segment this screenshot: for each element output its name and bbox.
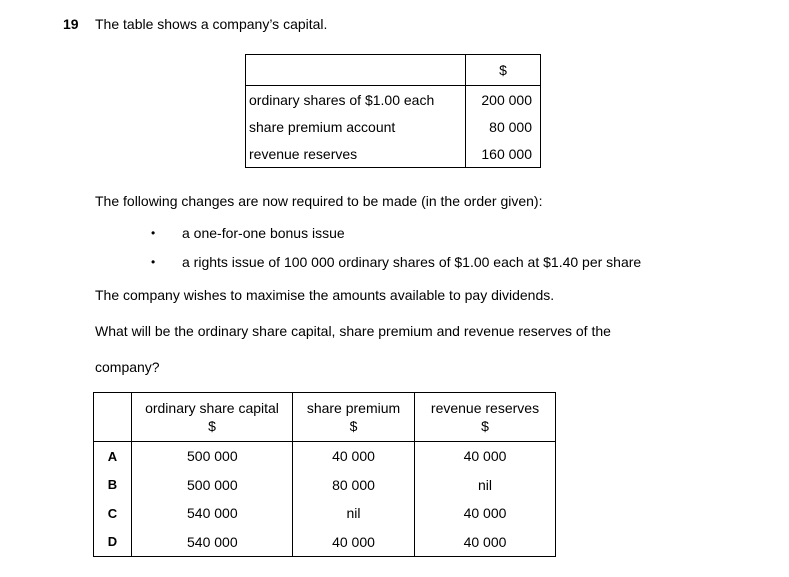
option-letter: A (94, 442, 132, 471)
header-share-premium (293, 393, 415, 442)
answer-option-c[interactable] (94, 499, 556, 528)
table-row (246, 86, 541, 114)
option-letter: D (94, 528, 132, 557)
answer-letter-header (94, 393, 132, 442)
option-letter: B (94, 471, 132, 500)
capital-row-label: revenue reserves (246, 140, 466, 168)
answer-header-row (94, 393, 556, 442)
header-name: ordinary share capital (145, 400, 279, 416)
capital-table-currency-header: $ (466, 55, 541, 86)
option-letter: C (94, 499, 132, 528)
option-share-premium: 40 000 (293, 442, 415, 471)
header-unit: $ (481, 418, 489, 434)
statement: The company wishes to maximise the amounts available to pay dividends. (95, 287, 555, 303)
prompt-line: What will be the ordinary share capital, share premium and revenue reserves of the (95, 323, 611, 339)
option-revenue-reserves: 40 000 (415, 528, 556, 557)
question-stem: The table shows a company’s capital. (95, 16, 328, 32)
option-share-premium: 40 000 (293, 528, 415, 557)
bullet-item: a one-for-one bonus issue (182, 225, 345, 241)
answer-option-a[interactable] (94, 442, 556, 471)
question-number: 19 (63, 16, 79, 32)
header-name: revenue reserves (430, 400, 540, 416)
bullet-symbol: • (151, 226, 156, 240)
table-row (246, 113, 541, 140)
capital-row-value: 160 000 (466, 140, 541, 168)
option-share-premium: nil (293, 499, 415, 528)
header-ordinary-share-capital (132, 393, 293, 442)
answer-options-table (93, 392, 556, 557)
capital-row-value: 200 000 (466, 86, 541, 114)
header-name: share premium (306, 400, 401, 416)
option-revenue-reserves: 40 000 (415, 499, 556, 528)
answer-option-b[interactable] (94, 471, 556, 500)
bullet-item: a rights issue of 100 000 ordinary shares of $1.00 each at $1.40 per share (182, 254, 642, 270)
option-revenue-reserves: nil (415, 471, 556, 500)
capital-row-label: ordinary shares of $1.00 each (246, 86, 466, 114)
option-share-premium: 80 000 (293, 471, 415, 500)
capital-table (245, 54, 541, 168)
header-unit: $ (349, 418, 358, 434)
bullet-symbol: • (151, 255, 156, 269)
capital-row-value: 80 000 (466, 113, 541, 140)
changes-intro: The following changes are now required to be made (in the order given): (95, 193, 543, 209)
option-ordinary-share-capital: 500 000 (132, 442, 293, 471)
option-ordinary-share-capital: 540 000 (132, 528, 293, 557)
header-revenue-reserves (415, 393, 556, 442)
table-row (246, 140, 541, 168)
option-ordinary-share-capital: 540 000 (132, 499, 293, 528)
prompt-line: company? (95, 359, 160, 375)
option-revenue-reserves: 40 000 (415, 442, 556, 471)
header-unit: $ (208, 418, 216, 434)
option-ordinary-share-capital: 500 000 (132, 471, 293, 500)
capital-table-blank-header (246, 55, 466, 86)
capital-row-label: share premium account (246, 113, 466, 140)
answer-option-d[interactable] (94, 528, 556, 557)
